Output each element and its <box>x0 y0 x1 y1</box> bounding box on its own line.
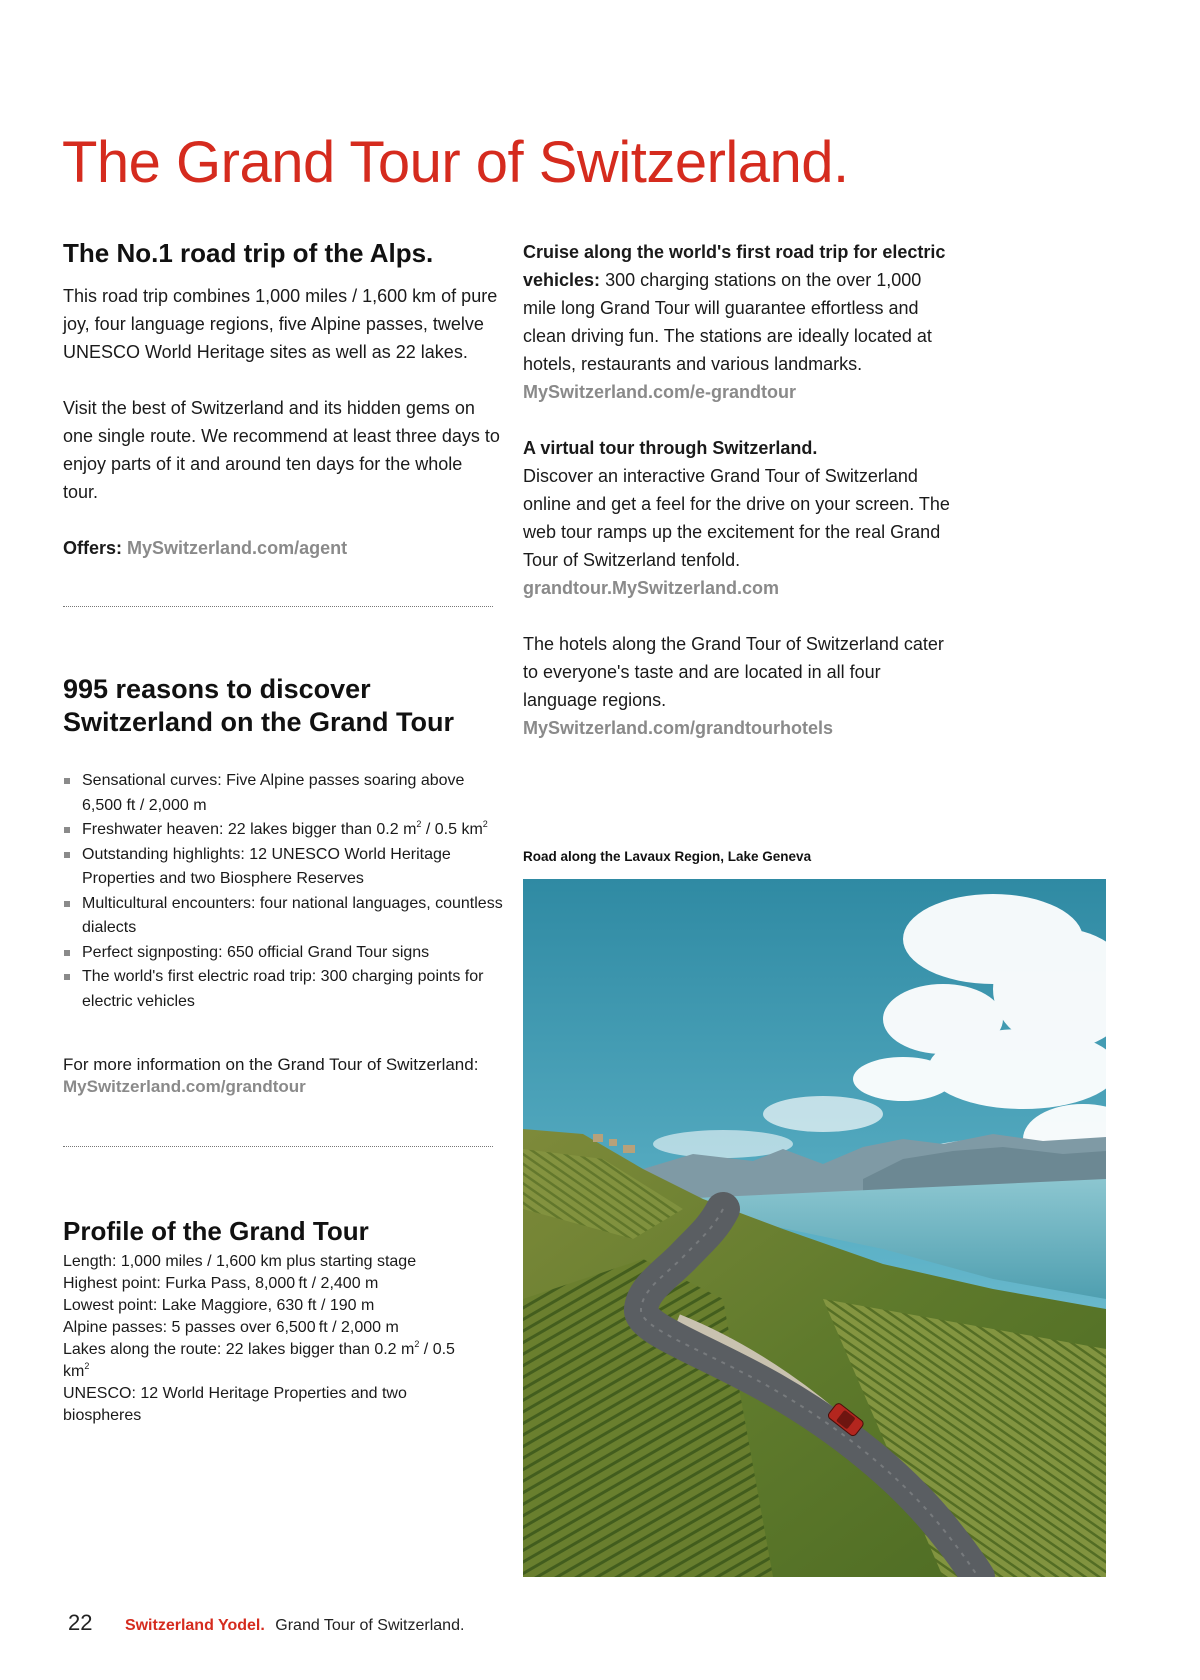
bullet-icon <box>64 852 70 858</box>
list-item-text-continued: / 0.5 km <box>421 821 483 838</box>
list-item-text: Perfect signposting: 650 official Grand Tour signs <box>82 943 430 961</box>
list-item-text: Outstanding highlights: 12 UNESCO World Heritage Properties and two Biosphere Reserves <box>82 845 451 887</box>
intro-paragraph-1: This road trip combines 1,000 miles / 1,600 km of pure joy, four language regions, five Alpine passes, twelve UNESCO World Heritage sites as well as 22 lakes. <box>63 286 498 362</box>
bullet-icon <box>64 778 70 784</box>
superscript: 2 <box>414 1339 420 1349</box>
profile-unesco: UNESCO: 12 World Heritage Properties and two biospheres <box>63 1385 407 1424</box>
profile-list <box>63 1251 463 1427</box>
bullet-icon <box>64 950 70 956</box>
footer-title: Grand Tour of Switzerland. <box>275 1617 465 1634</box>
intro-heading: The No.1 road trip of the Alps. <box>63 238 434 268</box>
offers-line <box>63 534 500 562</box>
list-item-text: Freshwater heaven: 22 lakes bigger than 0.2 m <box>82 821 417 838</box>
offers-label: Offers: <box>63 538 123 558</box>
reasons-heading-line-1: 995 reasons to discover <box>63 674 371 704</box>
superscript: 2 <box>416 819 422 829</box>
list-item <box>63 843 503 892</box>
list-item-text: The world's first electric road trip: 300 charging points for electric vehicles <box>82 968 484 1010</box>
virtual-text: Discover an interactive Grand Tour of Switzerland online and get a feel for the drive on your screen. The web tour ramps up the excitement for the real Grand Tour of Switzerland tenfold. <box>523 466 950 570</box>
hotels-text: The hotels along the Grand Tour of Switzerland cater to everyone's taste and are located in all four language regions. <box>523 634 944 710</box>
footer <box>68 1610 464 1636</box>
divider <box>63 1146 493 1147</box>
list-item <box>63 965 503 1014</box>
electric-lead: Cruise along the world's first road trip for electric vehicles: <box>523 242 946 290</box>
bullet-icon <box>64 901 70 907</box>
more-info <box>63 1054 500 1098</box>
electric-link[interactable]: MySwitzerland.com/e-grandtour <box>523 382 797 402</box>
reasons-heading <box>63 673 500 739</box>
intro-paragraph-2: Visit the best of Switzerland and its hidden gems on one single route. We recommend at least three days to enjoy parts of it and around ten days for the whole tour. <box>63 398 500 502</box>
landscape-illustration <box>523 879 1106 1577</box>
list-item-text: Multicultural encounters: four national languages, countless dialects <box>82 894 503 936</box>
list-item <box>63 892 503 941</box>
bullet-icon <box>64 974 70 980</box>
virtual-link[interactable]: grandtour.MySwitzerland.com <box>523 578 780 598</box>
photo-caption: Road along the Lavaux Region, Lake Geneva <box>523 849 812 864</box>
lavaux-road-photo <box>523 879 1106 1577</box>
left-column <box>63 236 503 1427</box>
page-title: The Grand Tour of Switzerland. <box>62 130 849 195</box>
hotels-paragraph <box>523 630 953 742</box>
brand-name: Switzerland Yodel. <box>124 1617 265 1634</box>
profile-alpine-passes: Alpine passes: 5 passes over 6,500 ft / 2,000 m <box>63 1319 399 1336</box>
profile-lakes-text-continued: / 0.5 km <box>63 1341 455 1380</box>
profile-highest-point: Highest point: Furka Pass, 8,000 ft / 2,400 m <box>63 1275 379 1292</box>
list-item <box>63 941 503 966</box>
virtual-tour-paragraph <box>523 434 953 602</box>
electric-text: 300 charging stations on the over 1,000 mile long Grand Tour will guarantee effortless and clean driving fun. The stations are ideally located at hotels, restaurants and various landmarks. <box>523 270 932 374</box>
virtual-heading: A virtual tour through Switzerland. <box>523 438 818 458</box>
profile-lakes <box>63 1339 463 1383</box>
profile-heading: Profile of the Grand Tour <box>63 1216 369 1246</box>
more-info-link[interactable]: MySwitzerland.com/grandtour <box>63 1077 306 1096</box>
reasons-heading-line-2: Switzerland on the Grand Tour <box>63 707 455 737</box>
list-item-text: Sensational curves: Five Alpine passes soaring above 6,500 ft / 2,000 m <box>82 772 465 814</box>
page-number: 22 <box>68 1610 93 1635</box>
bullet-icon <box>64 827 70 833</box>
list-item <box>63 818 503 843</box>
electric-paragraph <box>523 238 953 406</box>
profile-lakes-text: Lakes along the route: 22 lakes bigger than 0.2 m <box>63 1341 415 1358</box>
right-column <box>523 238 963 742</box>
superscript: 2 <box>482 819 488 829</box>
hotels-link[interactable]: MySwitzerland.com/grandtourhotels <box>523 718 834 738</box>
profile-lowest-point: Lowest point: Lake Maggiore, 630 ft / 190 m <box>63 1297 375 1314</box>
reasons-list <box>63 769 503 1014</box>
more-info-text: For more information on the Grand Tour of Switzerland: <box>63 1055 479 1074</box>
profile-length: Length: 1,000 miles / 1,600 km plus starting stage <box>63 1253 417 1270</box>
superscript: 2 <box>84 1361 90 1371</box>
offers-link[interactable]: MySwitzerland.com/agent <box>127 538 348 558</box>
divider <box>63 606 493 607</box>
list-item <box>63 769 503 818</box>
